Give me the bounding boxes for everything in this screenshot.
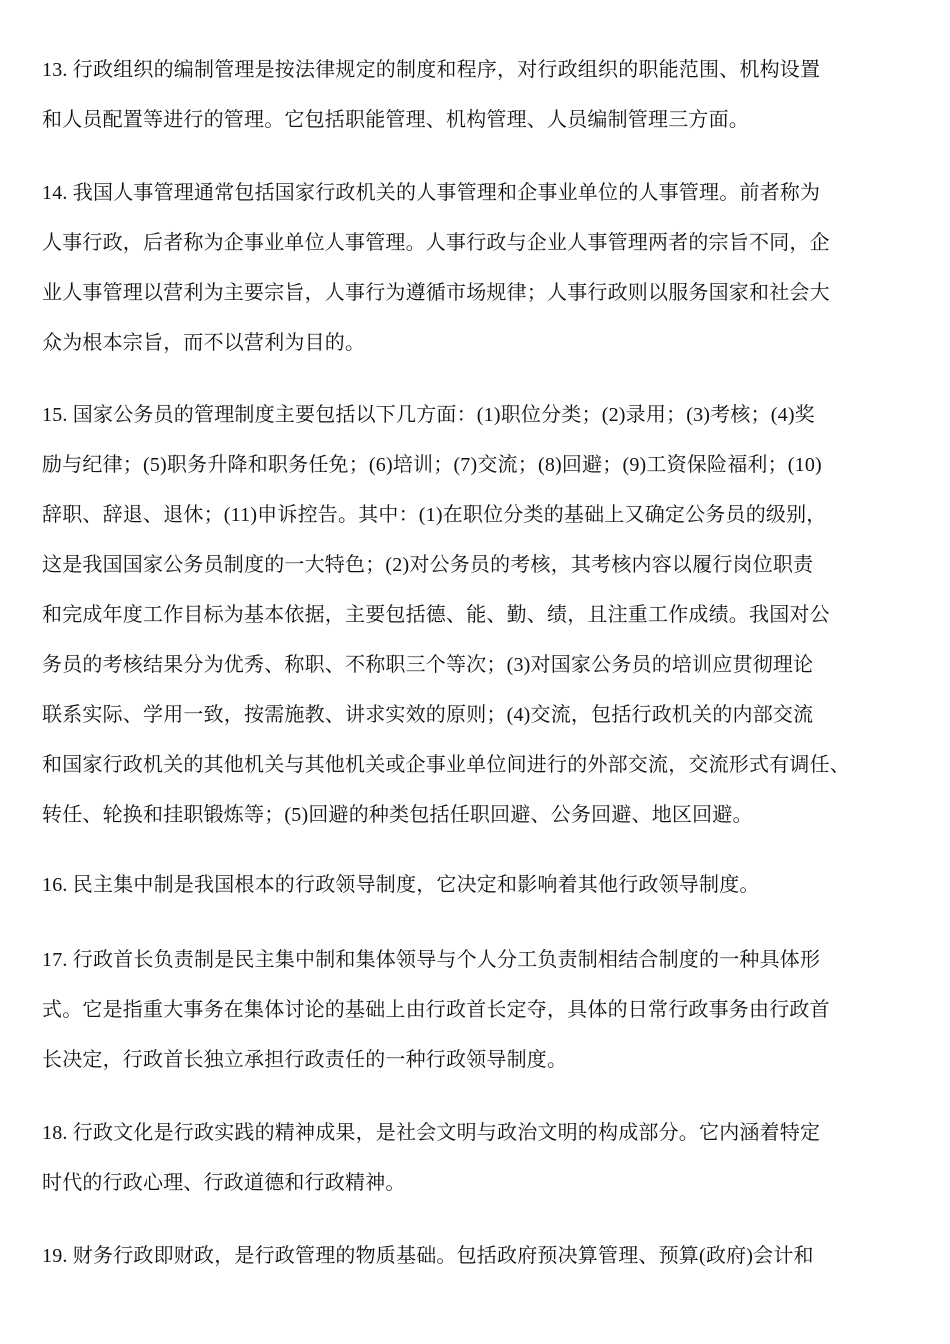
text-line: 业人事管理以营利为主要宗旨，人事行为遵循市场规律；人事行政则以服务国家和社会大 — [42, 282, 830, 304]
text-line: 时代的行政心理、行政道德和行政精神。 — [42, 1172, 406, 1194]
text-line: 和国家行政机关的其他机关与其他机关或企事业单位间进行的外部交流，交流形式有调任、 — [42, 754, 850, 776]
text-line: 13. 行政组织的编制管理是按法律规定的制度和程序，对行政组织的职能范围、机构设置 — [42, 59, 821, 81]
paragraph-14 — [42, 168, 932, 368]
text-line: 转任、轮换和挂职锻炼等；(5)回避的种类包括任职回避、公务回避、地区回避。 — [42, 804, 753, 826]
text-line: 18. 行政文化是行政实践的精神成果，是社会文明与政治文明的构成部分。它内涵着特定 — [42, 1122, 821, 1144]
text-line: 励与纪律；(5)职务升降和职务任免；(6)培训；(7)交流；(8)回避；(9)工资保险福利；(10) — [42, 454, 822, 476]
text-line: 17. 行政首长负责制是民主集中制和集体领导与个人分工负责制相结合制度的一种具体形 — [42, 949, 821, 971]
text-line: 16. 民主集中制是我国根本的行政领导制度，它决定和影响着其他行政领导制度。 — [42, 874, 760, 896]
text-line: 长决定，行政首长独立承担行政责任的一种行政领导制度。 — [42, 1049, 568, 1071]
text-line: 式。它是指重大事务在集体讨论的基础上由行政首长定夺，具体的日常行政事务由行政首 — [42, 999, 830, 1021]
text-line: 人事行政，后者称为企事业单位人事管理。人事行政与企业人事管理两者的宗旨不同，企 — [42, 232, 830, 254]
paragraph-16 — [42, 860, 932, 910]
text-line: 务员的考核结果分为优秀、称职、不称职三个等次；(3)对国家公务员的培训应贯彻理论 — [42, 654, 814, 676]
paragraph-13 — [42, 45, 932, 145]
paragraph-17 — [42, 935, 932, 1085]
paragraph-18 — [42, 1108, 932, 1208]
paragraph-15 — [42, 390, 932, 840]
text-line: 联系实际、学用一致，按需施教、讲求实效的原则；(4)交流，包括行政机关的内部交流 — [42, 704, 814, 726]
text-line: 辞职、辞退、退休；(11)申诉控告。其中：(1)在职位分类的基础上又确定公务员的级别， — [42, 504, 827, 526]
text-line: 14. 我国人事管理通常包括国家行政机关的人事管理和企事业单位的人事管理。前者称为 — [42, 182, 821, 204]
text-line: 19. 财务行政即财政，是行政管理的物质基础。包括政府预决算管理、预算(政府)会计和 — [42, 1245, 814, 1267]
text-line: 和完成年度工作目标为基本依据，主要包括德、能、勤、绩，且注重工作成绩。我国对公 — [42, 604, 830, 626]
text-line: 和人员配置等进行的管理。它包括职能管理、机构管理、人员编制管理三方面。 — [42, 109, 749, 131]
paragraph-19 — [42, 1231, 932, 1281]
text-line: 众为根本宗旨，而不以营利为目的。 — [42, 332, 366, 354]
text-line: 15. 国家公务员的管理制度主要包括以下几方面：(1)职位分类；(2)录用；(3)考核；(4)奖 — [42, 404, 815, 426]
text-line: 这是我国国家公务员制度的一大特色；(2)对公务员的考核，其考核内容以履行岗位职责 — [42, 554, 814, 576]
